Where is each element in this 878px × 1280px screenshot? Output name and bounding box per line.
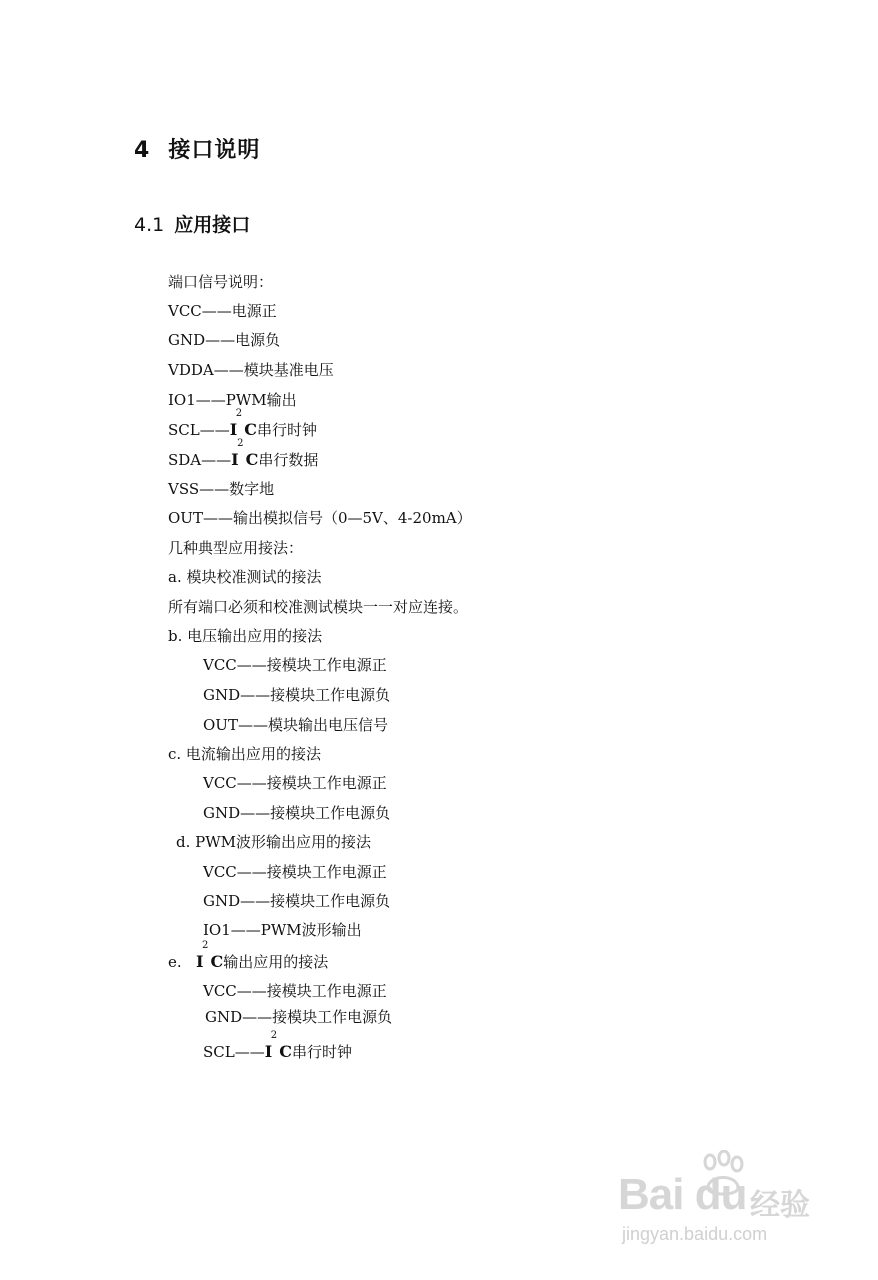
method-b-item: OUT——模块输出电压信号 (203, 716, 388, 734)
method-a-note: 所有端口必须和校准测试模块一一对应连接。 (168, 598, 469, 616)
baidu-jingyan-watermark (618, 1150, 838, 1260)
watermark-logo: Bai du (618, 1170, 747, 1219)
method-e-scl-desc: 串行时钟 (291, 1043, 352, 1061)
intro-line: 端口信号说明： (168, 273, 274, 291)
method-d-item: IO1——PWM波形输出 (203, 921, 362, 939)
section-title: 接口说明 (168, 138, 261, 163)
signal-sda-desc: 串行数据 (258, 451, 319, 469)
method-c-item: GND——接模块工作电源负 (203, 804, 391, 822)
method-a-title: a. 模块校准测试的接法 (168, 568, 322, 586)
signal-sda-prefix: SDA—— (168, 451, 232, 469)
watermark-cn: 经验 (750, 1188, 810, 1223)
method-c-item: VCC——接模块工作电源正 (203, 774, 387, 792)
method-b-title: b. 电压输出应用的接法 (168, 627, 323, 645)
method-d-item: GND——接模块工作电源负 (203, 892, 391, 910)
method-d-item: VCC——接模块工作电源正 (203, 863, 387, 881)
method-d-title: d. PWM波形输出应用的接法 (176, 833, 372, 851)
subsection-number: 4.1 (134, 214, 165, 236)
signal-out: OUT——输出模拟信号（0—5V、4-20mA） (168, 509, 472, 527)
i2c-symbol: I 2 C (231, 438, 259, 469)
watermark-url: jingyan.baidu.com (622, 1224, 768, 1244)
method-e-item: VCC——接模块工作电源正 (203, 982, 387, 1000)
methods-intro: 几种典型应用接法： (168, 539, 304, 557)
signal-sda (168, 438, 319, 470)
method-e-item: GND——接模块工作电源负 (205, 1008, 393, 1026)
signal-scl-prefix: SCL—— (168, 421, 230, 439)
method-e-prefix: e. (168, 953, 182, 971)
signal-gnd: GND——电源负 (168, 331, 281, 349)
signal-vss: VSS——数字地 (168, 480, 275, 498)
method-b-item: VCC——接模块工作电源正 (203, 656, 387, 674)
signal-vdda: VDDA——模块基准电压 (168, 361, 334, 379)
method-e-title (168, 940, 329, 972)
method-e-scl-prefix: SCL—— (203, 1043, 265, 1061)
method-e-title-text: 输出应用的接法 (223, 953, 329, 971)
method-c-title: c. 电流输出应用的接法 (168, 745, 321, 763)
i2c-symbol: I 2 C (264, 1030, 292, 1061)
signal-vcc: VCC——电源正 (168, 302, 277, 320)
section-number: 4 (134, 138, 151, 163)
method-b-item: GND——接模块工作电源负 (203, 686, 391, 704)
i2c-symbol: I 2 C (195, 940, 224, 971)
subsection-heading (134, 210, 250, 237)
section-heading (134, 133, 260, 164)
subsection-title: 应用接口 (174, 214, 251, 236)
method-e-scl (203, 1030, 352, 1062)
signal-scl-desc: 串行时钟 (256, 421, 317, 439)
signal-io1: IO1——PWM输出 (168, 391, 297, 409)
i2c-symbol: I 2 C (229, 408, 257, 439)
